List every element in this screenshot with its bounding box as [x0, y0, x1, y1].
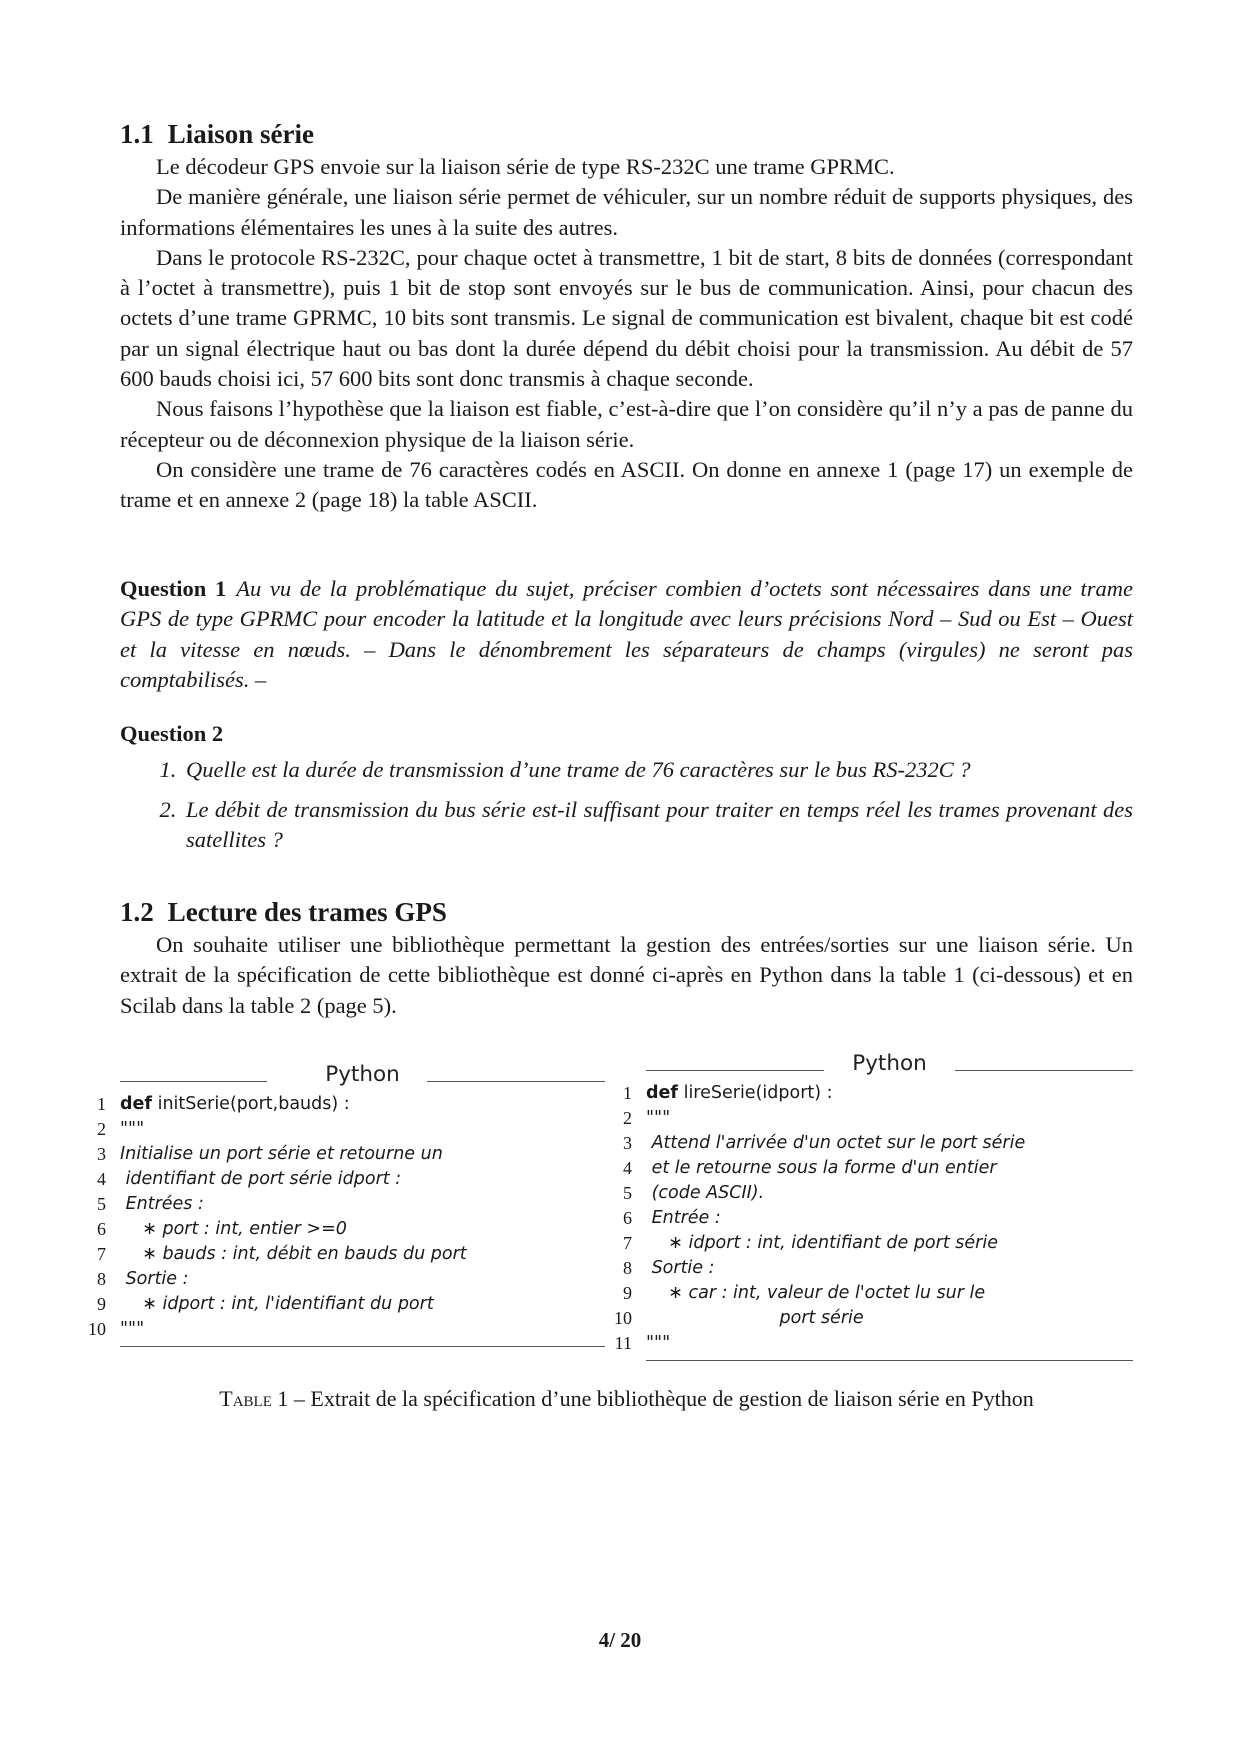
code-text: ∗ bauds : int, débit en bauds du port: [120, 1244, 467, 1264]
code-line: [97, 1267, 605, 1292]
question-item: 1. Quelle est la durée de transmission d’une trame de 76 caractères sur le bus RS-232C ?: [182, 755, 1133, 785]
code-line: [97, 1142, 605, 1167]
code-text: (code ASCII).: [646, 1183, 765, 1203]
paragraph: On considère une trame de 76 caractères codés en ASCII. On donne en annexe 1 (page 17) un exemple de trame et en annexe 2 (page 18) la table ASCII.: [120, 456, 1133, 513]
line-number: 2: [97, 1119, 106, 1139]
question-label: Question 2: [120, 721, 224, 746]
divider: [120, 1081, 267, 1082]
code-line: [97, 1192, 605, 1217]
paragraph: Nous faisons l’hypothèse que la liaison est fiable, c’est-à-dire que l’on considère qu’il n’y a pas de panne du récepteur ou de déconnexion physique de la liaison série.: [120, 396, 1133, 452]
code-text: Initialise un port série et retourne un: [120, 1144, 443, 1164]
question-item: 2. Le débit de transmission du bus série est-il suffisant pour traiter en temps réel les trames provenant des satellites ?: [182, 795, 1133, 856]
line-number: 10: [614, 1308, 632, 1328]
section-heading: 1.2 Lecture des trames GPS: [120, 897, 447, 927]
code-text: lireSerie(idport) :: [678, 1083, 833, 1103]
question-label: Question 1: [120, 576, 227, 601]
line-number: 7: [623, 1233, 632, 1253]
code-text: port série: [646, 1308, 864, 1328]
code-line: [614, 1306, 1133, 1331]
paragraph: Le décodeur GPS envoie sur la liaison série de type RS-232C une trame GPRMC.: [156, 154, 895, 179]
line-number: 5: [97, 1194, 106, 1214]
paragraph: On souhaite utiliser une bibliothèque permettant la gestion des entrées/sorties sur une liaison série. Un extrait de la spécification de cette bibliothèque est donné ci-après en Python dans la table 1 (ci-dessous) et en Scilab dans la table 2 (page 5).: [120, 932, 1133, 1018]
line-number: 1: [97, 1094, 106, 1114]
line-number: 3: [623, 1133, 632, 1153]
table-caption: Table 1 – Extrait de la spécification d’une bibliothèque de gestion de liaison série en Python: [219, 1386, 1034, 1411]
line-number: 7: [97, 1244, 106, 1264]
line-number: 11: [614, 1333, 632, 1353]
code-line: [97, 1092, 605, 1117]
code-line: [623, 1256, 1133, 1281]
code-text: Entrées :: [120, 1194, 204, 1214]
divider: [120, 1346, 605, 1347]
line-number: 9: [623, 1283, 632, 1303]
code-text: """: [120, 1119, 145, 1139]
code-line: [623, 1081, 1133, 1106]
question-2: [120, 719, 1133, 864]
code-text: """: [120, 1319, 145, 1339]
code-listing-lireSerie: [614, 1051, 1133, 1361]
code-listing-initSerie: [88, 1062, 605, 1347]
code-text: Entrée :: [646, 1208, 721, 1228]
section-1-1: [120, 119, 1133, 516]
line-number: 5: [623, 1183, 632, 1203]
line-number: 10: [88, 1319, 106, 1339]
page-number: 4/ 20: [598, 1628, 642, 1652]
code-line: [623, 1281, 1133, 1306]
code-text: """: [646, 1333, 671, 1353]
code-line: [97, 1292, 605, 1317]
divider: [646, 1360, 1133, 1361]
divider: [955, 1070, 1133, 1071]
code-line: [623, 1131, 1133, 1156]
paragraph: De manière générale, une liaison série permet de véhiculer, sur un nombre réduit de supports physiques, des informations élémentaires les unes à la suite des autres.: [120, 184, 1133, 240]
question-1: [120, 574, 1133, 695]
code-line: [623, 1181, 1133, 1206]
line-number: 3: [97, 1144, 106, 1164]
paragraph: Dans le protocole RS-232C, pour chaque octet à transmettre, 1 bit de start, 8 bits de données (correspondant à l’octet à transmettre), puis 1 bit de stop sont envoyés sur le bus de communication. Ainsi, pour chacun des octets d’une trame GPRMC, 10 bits sont transmis. Le signal de communication est bivalent, chaque bit est codé par un signal électrique haut ou bas dont la durée dépend du débit choisi pour la transmission. Au débit de 57 600 bauds choisi ici, 57 600 bits sont donc transmis à chaque seconde.: [120, 244, 1133, 392]
line-number: 4: [97, 1169, 106, 1189]
line-number: 2: [623, 1108, 632, 1128]
line-number: 8: [97, 1269, 106, 1289]
code-line: [614, 1331, 1133, 1356]
listing-title: Python: [325, 1062, 400, 1087]
listing-title: Python: [852, 1051, 927, 1076]
code-text: identifiant de port série idport :: [120, 1169, 402, 1189]
code-text: ∗ idport : int, l'identifiant du port: [120, 1294, 434, 1314]
code-text: Sortie :: [120, 1269, 189, 1289]
code-text: ∗ port : int, entier >=0: [120, 1219, 347, 1239]
code-text: """: [646, 1108, 671, 1128]
code-line: [97, 1167, 605, 1192]
code-line: [97, 1217, 605, 1242]
code-text: et le retourne sous la forme d'un entier: [646, 1158, 997, 1178]
question-text: Au vu de la problématique du sujet, préciser combien d’octets sont nécessaires dans une trame GPS de type GPRMC pour encoder la latitude et la longitude avec leurs précisions Nord – Sud ou Est – Ouest et la vitesse en nœuds. – Dans le dénombrement les séparateurs de champs (virgules) ne seront pas comptabilisés. –: [120, 576, 1134, 692]
line-number: 4: [623, 1158, 632, 1178]
line-number: 8: [623, 1258, 632, 1278]
code-line: [623, 1206, 1133, 1231]
code-line: [88, 1317, 605, 1342]
line-number: 9: [97, 1294, 106, 1314]
section-heading: 1.1 Liaison série: [120, 119, 314, 149]
code-line: [623, 1106, 1133, 1131]
divider: [427, 1081, 605, 1082]
divider: [646, 1070, 824, 1071]
question-list: [120, 755, 1133, 855]
line-number: 1: [623, 1083, 632, 1103]
section-1-2: [120, 897, 1133, 1021]
code-line: [97, 1242, 605, 1267]
keyword: def: [646, 1083, 679, 1103]
code-text: ∗ car : int, valeur de l'octet lu sur le: [646, 1283, 986, 1303]
line-number: 6: [623, 1208, 632, 1228]
line-number: 6: [97, 1219, 106, 1239]
code-text: Attend l'arrivée d'un octet sur le port série: [646, 1133, 1026, 1153]
code-text: Sortie :: [646, 1258, 715, 1278]
keyword: def: [120, 1094, 153, 1114]
code-line: [623, 1231, 1133, 1256]
code-line: [97, 1117, 605, 1142]
code-line: [623, 1156, 1133, 1181]
code-text: ∗ idport : int, identifiant de port série: [646, 1233, 998, 1253]
code-text: initSerie(port,bauds) :: [152, 1094, 350, 1114]
